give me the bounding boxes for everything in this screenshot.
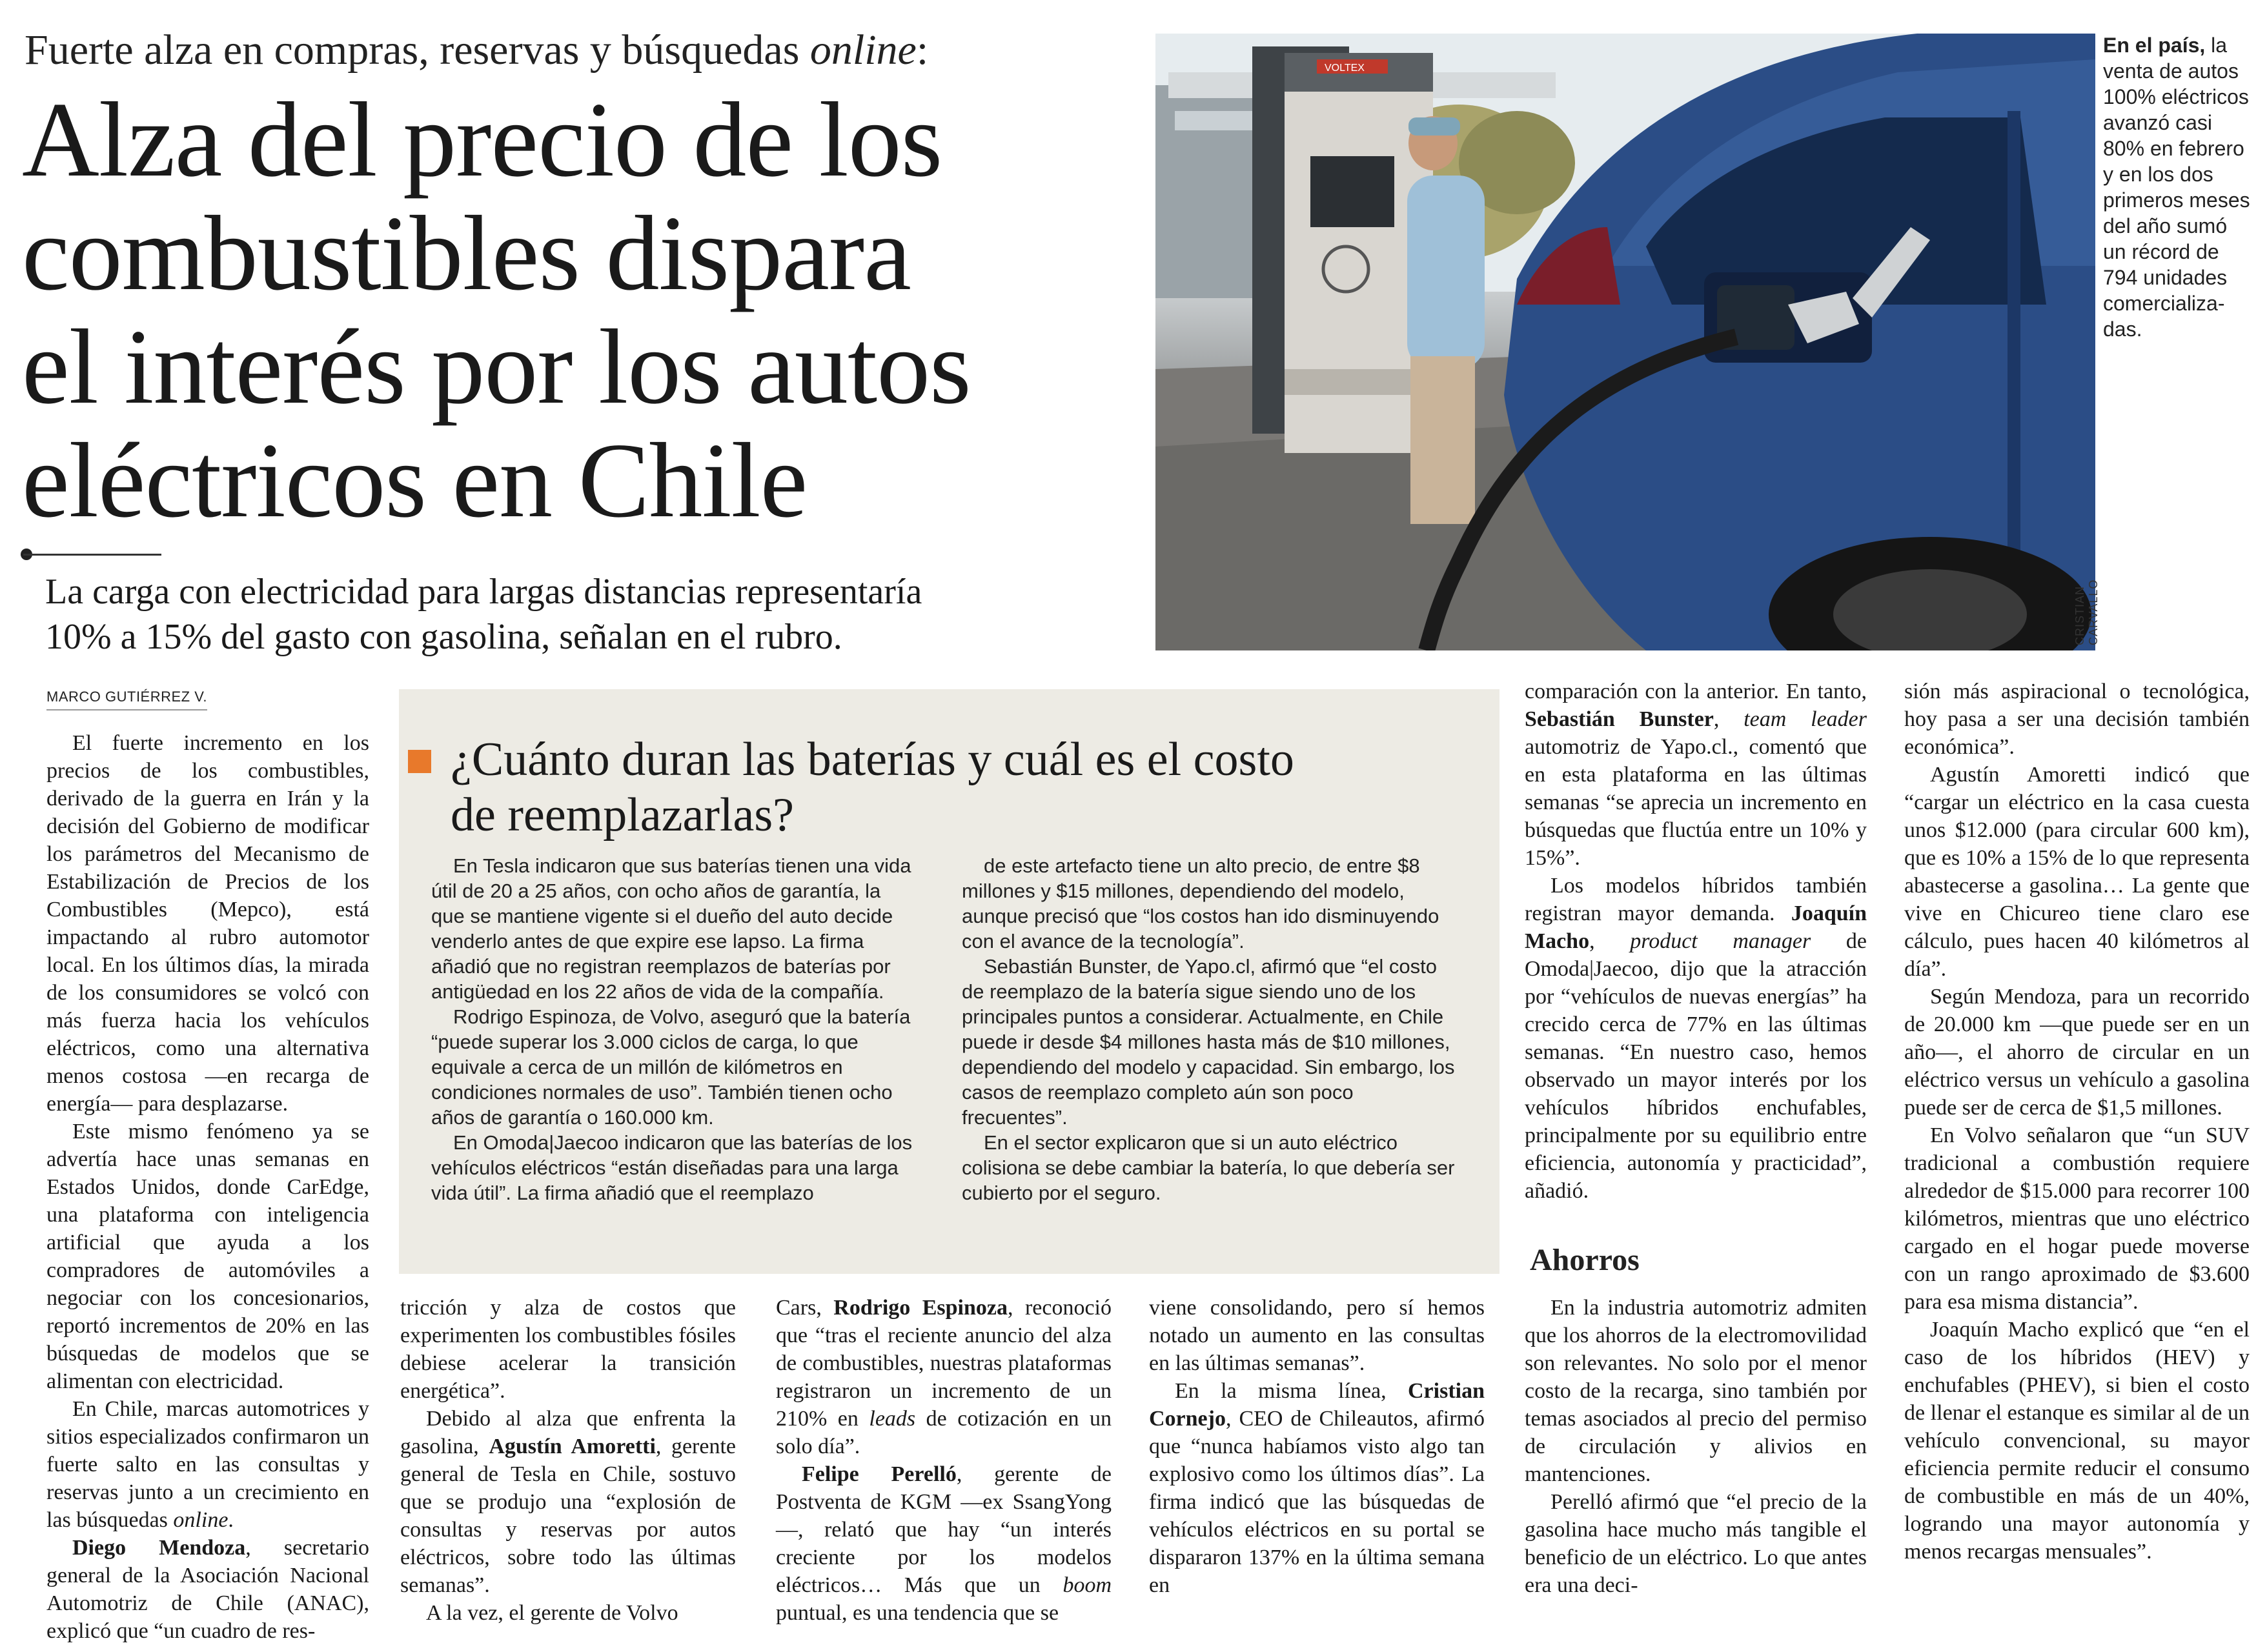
body-paragraph: En la misma línea, Cristian Cornejo, CEO de Chileautos, afirmó que “nunca habíamos visto algo tan explosivo como los últimos días”. La firma indicó que las búsquedas de vehículos eléctricos en su portal se dispararon 137% en la última semana en	[1149, 1379, 1485, 1597]
caption-text: das.	[2103, 317, 2142, 341]
sidebar-paragraph: En el sector explicaron que si un auto eléctrico colisiona se debe cambiar la batería, lo que debería ser cubierto por el seguro.	[962, 1131, 1455, 1204]
caption-text: avanzó casi	[2103, 111, 2212, 134]
sidebar-paragraph: de este artefacto tiene un alto precio, de entre $8 millones y $15 millones, dependiendo del modelo, aunque precisó que “los costos han ido disminuyendo con el avance de la tecnología”.	[962, 854, 1439, 952]
body-column-4	[1149, 1294, 1485, 1599]
caption-text: y en los dos	[2103, 163, 2213, 186]
caption-text: la	[2211, 34, 2228, 57]
sidebar-column-1	[431, 853, 914, 1205]
body-paragraph: tricción y alza de costos que experimenten los combustibles fósiles debiese acelerar la transición energética”.	[400, 1296, 736, 1403]
body-paragraph: Debido al alza que enfrenta la gasolina, Agustín Amoretti, gerente general de Tesla en Chile, sostuvo que se produjo una “explosión de consultas y reservas por autos eléctricos, sobre todo las últimas semanas”.	[400, 1407, 736, 1597]
sidebar-title	[451, 732, 1419, 843]
body-paragraph: El fuerte incremento en los precios de los combustibles, derivado de la guerra en Irán y la decisión del Gobierno de modificar los parámetros del Mecanismo de Estabilización de Precios de los Combustibles (Mepco), está impactando al rubro automotor local. En los últimos días, la mirada de los consumidores se volcó con más fuerza hacia los vehículos eléctricos, como una alternativa menos costosa —en recarga de energía— para desplazarse.	[46, 731, 369, 1116]
body-column-1	[46, 729, 369, 1645]
subheadline-line: La carga con electricidad para largas distancias representaría	[45, 572, 922, 612]
sidebar-paragraph: Rodrigo Espinoza, de Volvo, aseguró que la batería “puede superar los 3.000 ciclos de carga, lo que equivale a cerca de un millón de kilómetros en condiciones normales de uso”. También tienen ocho años de garantía o 160.000 km.	[431, 1005, 911, 1129]
sidebar-square-icon	[408, 750, 431, 773]
sidebar-paragraph: En Tesla indicaron que sus baterías tienen una vida útil de 20 a 25 años, con ocho años de garantía, la que se mantiene vigente si el dueño del auto decide venderlo antes de que expire ese lapso. La firma añadió que no registran reemplazos de baterías por antigüedad en los 22 años de vida de la compañía.	[431, 854, 911, 1003]
headline-line: Alza del precio de los	[22, 80, 942, 199]
kicker-text: Fuerte alza en compras, reservas y búsquedas online:	[25, 26, 929, 74]
body-paragraph: En Volvo señalaron que “un SUV tradicional a combustión requiere alrededor de $15.000 para recorrer 100 kilómetros, mientras que uno eléctrico cargado en el hogar puede moverse con un rango aproximado de $3.600 para esa misma distancia”.	[1904, 1123, 2250, 1314]
caption-text: primeros meses	[2103, 188, 2250, 212]
body-paragraph: Este mismo fenómeno ya se advertía hace unas semanas en Estados Unidos, donde CarEdge, una plataforma con inteligencia artificial que ayuda a los compradores de automóviles a negociar con los concesionarios, reportó incrementos de 20% en las búsquedas de modelos que se alimentan con electricidad.	[46, 1120, 369, 1393]
body-column-6	[1904, 678, 2250, 1566]
photo-caption	[2103, 32, 2264, 342]
sidebar-column-2	[962, 853, 1459, 1205]
body-column-5-continued	[1525, 1294, 1867, 1599]
caption-text: comercializa-	[2103, 292, 2225, 315]
divider-line	[23, 554, 161, 556]
charger-brand-text: VOLTEX	[1325, 63, 1365, 74]
caption-text: 794 unidades	[2103, 266, 2228, 289]
caption-text: un récord de	[2103, 240, 2219, 263]
body-paragraph: Diego Mendoza, secretario general de la Asociación Nacional Automotriz de Chile (ANAC), explicó que “un cuadro de res-	[46, 1536, 369, 1643]
body-column-3	[776, 1294, 1112, 1627]
body-paragraph: viene consolidando, pero sí hemos notado un aumento en las consultas en las últimas semanas”.	[1149, 1296, 1485, 1375]
caption-text: 100% eléctricos	[2103, 85, 2249, 108]
body-paragraph: Felipe Perelló, gerente de Postventa de KGM —ex SsangYong—, relató que hay “un interés creciente por los modelos eléctricos… Más que un boom puntual, es una tendencia que se	[776, 1462, 1112, 1625]
sidebar-paragraph: Sebastián Bunster, de Yapo.cl, afirmó que “el costo de reemplazo de la batería sigue siendo uno de los principales puntos a considerar. Actualmente, en Chile puede ir desde $4 millones hasta más de $10 millones, dependiendo del modelo y capacidad. Sin embargo, los casos de reemplazo completo aún son poco frecuentes”.	[962, 955, 1455, 1129]
body-paragraph: Los modelos híbridos también registran mayor demanda. Joaquín Macho, product manager de Omoda|Jaecoo, dijo que la atracción por “vehículos de nuevas energías” ha crecido cerca de 77% en las últimas semanas. “En nuestro caso, hemos observado un mayor interés por los vehículos híbridos enchufables, principalmente por su equilibrio entre eficiencia, autonomía y practicidad”, añadió.	[1525, 874, 1867, 1203]
body-paragraph: Perelló afirmó que “el precio de la gasolina hace mucho más tangible el beneficio de un eléctrico. Lo que antes era una deci-	[1525, 1490, 1867, 1597]
caption-lead: En el país,	[2103, 34, 2206, 57]
article-photo	[1155, 34, 2100, 650]
body-paragraph: Cars, Rodrigo Espinoza, reconoció que “tras el reciente anuncio del alza de combustibles, nuestras plataformas registraron un incremento de un 210% en leads de cotización en un solo día”.	[776, 1296, 1112, 1458]
body-paragraph: A la vez, el gerente de Volvo	[426, 1601, 678, 1625]
headline	[22, 80, 1010, 539]
sidebar-title-line: ¿Cuánto duran las baterías y cuál es el costo	[451, 733, 1294, 786]
headline-line: combustibles dispara	[22, 194, 911, 312]
subheadline-line: 10% a 15% del gasto con gasolina, señalan en el rubro.	[45, 617, 842, 657]
section-heading: Ahorros	[1530, 1243, 1640, 1277]
body-paragraph: comparación con la anterior. En tanto, Sebastián Bunster, team leader automotriz de Yapo.cl., comentó que en esta plataforma en las últimas semanas “se aprecia un incremento en búsquedas que fluctúa entre un 10% y 15%”.	[1525, 680, 1867, 870]
body-paragraph: Agustín Amoretti indicó que “cargar un eléctrico en la casa cuesta unos $12.000 (para circular 600 km), que es 10% a 15% de lo que representa abastecerse a gasolina… La gente que vive en Chicureo tiene claro ese cálculo, pues hacen 40 kilómetros al día”.	[1904, 763, 2250, 981]
body-column-2	[400, 1294, 736, 1627]
sidebar-title-line: de reemplazarlas?	[451, 789, 795, 841]
caption-text: venta de autos	[2103, 59, 2239, 83]
kicker	[25, 25, 928, 76]
caption-text: del año sumó	[2103, 214, 2228, 237]
caption-text: 80% en febrero	[2103, 137, 2244, 160]
body-paragraph: En Chile, marcas automotrices y sitios especializados confirmaron un fuerte salto en las consultas y reservas junto a un crecimiento en las búsquedas online.	[46, 1397, 369, 1532]
body-paragraph: En la industria automotriz admiten que los ahorros de la electromovilidad son relevantes. No solo por el menor costo de la recarga, sino también por temas asociados al precio del permiso de circulación y alivios en mantenciones.	[1525, 1296, 1867, 1486]
headline-line: el interés por los autos	[22, 307, 971, 426]
body-column-5	[1525, 678, 1867, 1205]
body-paragraph: Joaquín Macho explicó que “en el caso de los híbridos (HEV) y enchufables (PHEV), si bien el costo de llenar el estanque es similar al de un vehículo convencional, su mayor eficiencia permite reducir el consumo de combustible en más de un 40%, logrando una mayor autonomía y menos recargas mensuales”.	[1904, 1318, 2250, 1564]
subheadline	[45, 569, 1104, 660]
ev-charging-illustration	[1155, 34, 2100, 650]
byline: MARCO GUTIÉRREZ V.	[46, 689, 207, 710]
body-paragraph: sión más aspiracional o tecnológica, hoy pasa a ser una decisión también económica”.	[1904, 680, 2250, 759]
sidebar-paragraph: En Omoda|Jaecoo indicaron que las baterías de los vehículos eléctricos “están diseñadas para una larga vida útil”. La firma añadió que el reemplazo	[431, 1131, 913, 1204]
photo-credit: CRISTIAN CARVALLO	[2073, 579, 2100, 645]
body-paragraph: Según Mendoza, para un recorrido de 20.000 km —que puede ser en un año—, el ahorro de circular en un eléctrico versus un vehículo a gasolina puede ser de cerca de $1,5 millones.	[1904, 985, 2250, 1120]
headline-line: eléctricos en Chile	[22, 421, 808, 539]
